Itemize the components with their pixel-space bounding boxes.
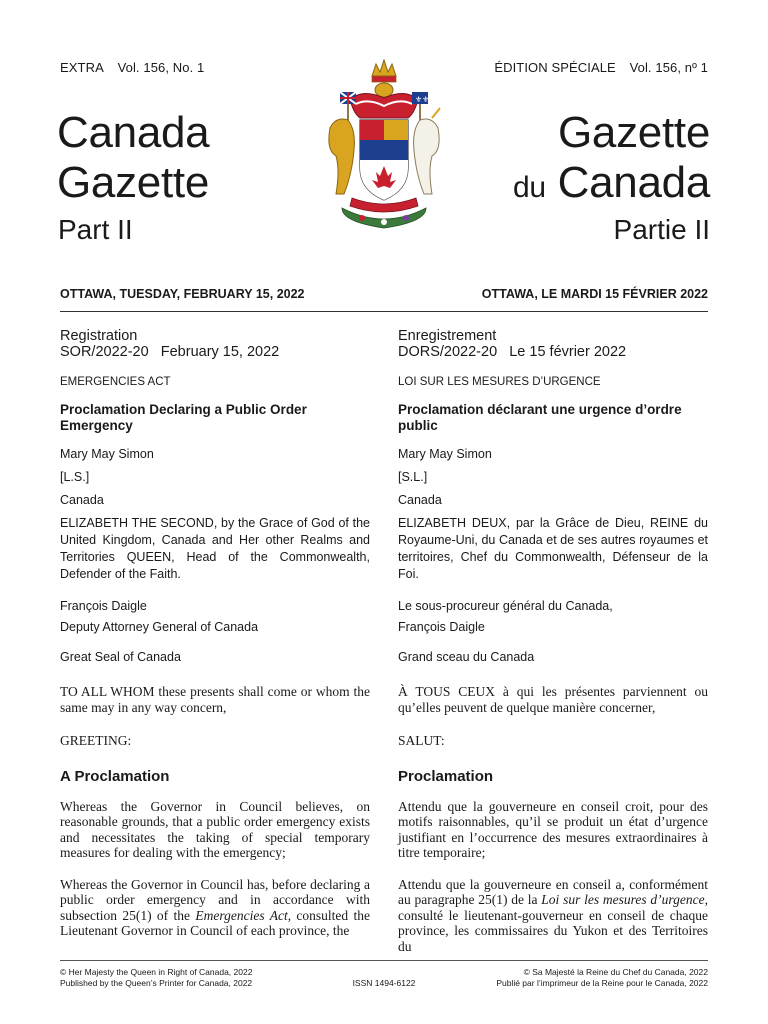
whereas-para2-en xyxy=(60,877,370,939)
footer-publisher-fr: Publié par l’imprimeur de la Reine pour le Canada, 2022 xyxy=(496,978,708,988)
registration-number-fr: DORS/2022-20 Le 15 février 2022 xyxy=(398,344,627,360)
governor-name-fr: Mary May Simon xyxy=(398,447,492,461)
to-all-en: TO ALL WHOM these presents shall come or whom the same may in any way concern, xyxy=(60,684,370,715)
seal-fr: [S.L.] xyxy=(398,470,428,484)
country-en: Canada xyxy=(60,493,104,507)
to-all-fr: À TOUS CEUX à qui les présentes parviennent ou qu’elles peuvent de quelque manière concerner, xyxy=(398,684,708,715)
proclamation-heading-en: A Proclamation xyxy=(60,767,170,785)
governor-name-en: Mary May Simon xyxy=(60,447,154,461)
monarch-title-en: ELIZABETH THE SECOND, by the Grace of God of the United Kingdom, Canada and Her other Realms and Territories QUEEN, Head of the Commonwealth, Defender of the Faith. xyxy=(60,516,370,581)
whereas-para2-start-en: Whereas the Governor in Council has, before declaring a public order emergency and in accordance with subsection 25(1) of the xyxy=(60,876,370,923)
proclamation-heading-fr: Proclamation xyxy=(398,767,494,785)
masthead-part-fr: Partie II xyxy=(613,214,710,245)
footer-copyright-fr: © Sa Majesté la Reine du Chef du Canada, 2022 xyxy=(523,967,708,977)
whereas-para2-fr xyxy=(398,877,708,955)
greeting-fr: SALUT: xyxy=(398,733,445,748)
volume-en: Vol. 156, No. 1 xyxy=(117,60,205,75)
whereas-para2-act-en: Emergencies Act xyxy=(195,907,288,923)
deputy-name-en: François Daigle xyxy=(60,599,147,613)
whereas-para2-end-fr: , consulté le lieutenant-gouverneur en conseil de chaque province, les commissaires du Yukon et des Territoires du xyxy=(398,892,708,954)
footer-publisher-en: Published by the Queen’s Printer for Canada, 2022 xyxy=(60,978,253,988)
masthead-title-en-line2: Gazette xyxy=(57,158,209,207)
header-divider xyxy=(60,311,708,312)
instrument-title-en: Proclamation Declaring a Public Order Emergency xyxy=(60,402,307,433)
deputy-name-fr: François Daigle xyxy=(398,620,485,634)
whereas-para2-end-en: , consulted the Lieutenant Governor in Council of each province, the xyxy=(60,907,371,938)
edition-line-en xyxy=(60,60,204,75)
greeting-en: GREETING: xyxy=(60,733,132,748)
deputy-title-fr: Le sous-procureur général du Canada, xyxy=(398,599,613,613)
masthead-title-fr-line2: Canada xyxy=(557,158,710,207)
monarch-title-fr: ELIZABETH DEUX, par la Grâce de Dieu, REINE du Royaume-Uni, du Canada et de ses autres royaumes et territoires, Chef du Commonwealth, Défenseur de la Foi. xyxy=(398,516,708,581)
footer-right xyxy=(496,967,708,989)
english-column xyxy=(60,328,370,939)
registration-number-en: SOR/2022-20 February 15, 2022 xyxy=(60,344,280,360)
whereas-para2-start-fr: Attendu que la gouverneure en conseil a, conformément au paragraphe 25(1) de la xyxy=(398,876,708,907)
footer-issn: ISSN 1494-6122 xyxy=(352,978,416,988)
volume-fr: Vol. 156, nº 1 xyxy=(629,60,708,75)
masthead-part-en: Part II xyxy=(58,214,133,245)
act-name-en: EMERGENCIES ACT xyxy=(60,376,171,388)
great-seal-fr: Grand sceau du Canada xyxy=(398,650,535,664)
whereas-para1-fr: Attendu que la gouverneure en conseil croit, pour des motifs raisonnables, qu’il se produit un état d’urgence justifiant en l’occurrence des mesures extraordinaires à titre temporaire; xyxy=(398,798,708,860)
french-column xyxy=(398,328,708,954)
masthead-title-fr-line2-wrap xyxy=(513,158,710,213)
masthead-du: du xyxy=(512,171,546,204)
masthead-title-fr-line1: Gazette xyxy=(558,108,710,157)
whereas-para2-act-fr: Loi sur les mesures d’urgence xyxy=(541,892,705,907)
great-seal-en: Great Seal of Canada xyxy=(60,650,181,664)
footer-divider xyxy=(60,960,708,961)
edition-line-fr xyxy=(494,60,708,75)
whereas-para1-en: Whereas the Governor in Council believes, on reasonable grounds, that a public order emergency exists and necessitates the taking of special temporary measures for dealing with the emergency; xyxy=(60,798,370,860)
svg-text:⚜⚜: ⚜⚜ xyxy=(415,95,430,104)
country-fr: Canada xyxy=(398,493,442,507)
masthead-title-en-line1: Canada xyxy=(57,108,210,157)
dateline-fr: OTTAWA, LE MARDI 15 FÉVRIER 2022 xyxy=(481,287,708,301)
footer-copyright-en: © Her Majesty the Queen in Right of Canada, 2022 xyxy=(60,967,253,977)
edition-label-fr: ÉDITION SPÉCIALE xyxy=(494,60,616,75)
registration-label-fr: Enregistrement xyxy=(398,328,497,344)
dateline-en: OTTAWA, TUESDAY, FEBRUARY 15, 2022 xyxy=(60,287,305,301)
coat-of-arms-of-canada-icon xyxy=(322,58,446,230)
edition-label-en: EXTRA xyxy=(60,60,104,75)
act-name-fr: LOI SUR LES MESURES D’URGENCE xyxy=(398,376,601,388)
deputy-title-en: Deputy Attorney General of Canada xyxy=(60,620,259,634)
seal-en: [L.S.] xyxy=(60,470,90,484)
registration-label-en: Registration xyxy=(60,328,138,344)
instrument-title-fr: Proclamation déclarant une urgence d’ordre public xyxy=(398,402,682,433)
